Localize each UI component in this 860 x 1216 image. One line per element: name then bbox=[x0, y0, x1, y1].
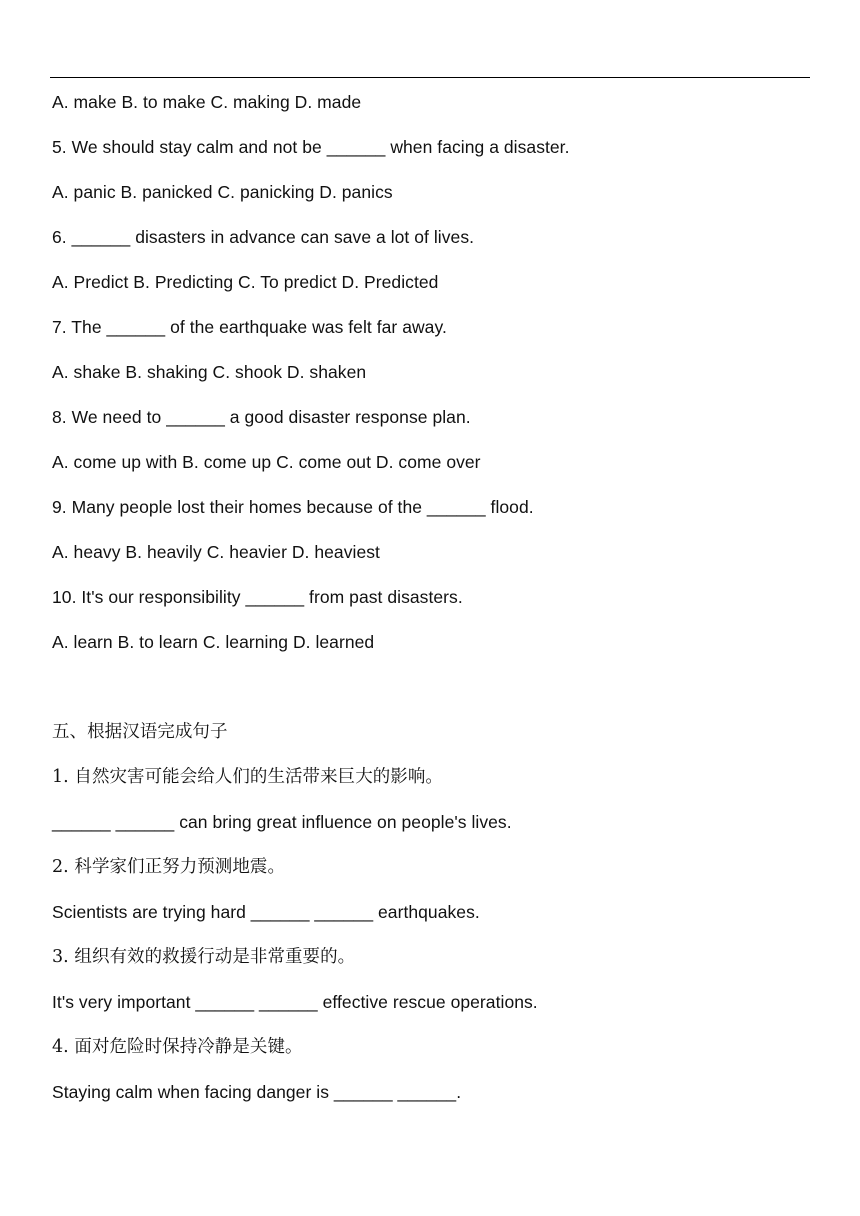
options-q5: A. panic B. panicked C. panicking D. panics bbox=[52, 182, 393, 202]
question-6: 6. ______ disasters in advance can save a lot of lives. bbox=[52, 227, 475, 247]
header-divider bbox=[50, 77, 810, 78]
translation-sentence-1: ______ ______ can bring great influence on people's lives. bbox=[52, 812, 512, 832]
translation-prompt-4: 4. 面对危险时保持冷静是关键。 bbox=[52, 1037, 303, 1057]
question-5: 5. We should stay calm and not be ______ when facing a disaster. bbox=[52, 137, 570, 157]
translation-sentence-3: It's very important ______ ______ effective rescue operations. bbox=[52, 992, 538, 1012]
question-10: 10. It's our responsibility ______ from past disasters. bbox=[52, 587, 463, 607]
section-title: 五、根据汉语完成句子 bbox=[52, 722, 228, 742]
options-q10: A. learn B. to learn C. learning D. learned bbox=[52, 632, 375, 652]
translation-sentence-4: Staying calm when facing danger is ______ ______. bbox=[52, 1082, 462, 1102]
options-q8: A. come up with B. come up C. come out D. come over bbox=[52, 452, 481, 472]
translation-sentence-2: Scientists are trying hard ______ ______ earthquakes. bbox=[52, 902, 480, 922]
question-7: 7. The ______ of the earthquake was felt far away. bbox=[52, 317, 447, 337]
translation-prompt-1: 1. 自然灾害可能会给人们的生活带来巨大的影响。 bbox=[52, 767, 443, 787]
options-q9: A. heavy B. heavily C. heavier D. heaviest bbox=[52, 542, 380, 562]
options-q7: A. shake B. shaking C. shook D. shaken bbox=[52, 362, 367, 382]
question-9: 9. Many people lost their homes because of the ______ flood. bbox=[52, 497, 534, 517]
question-8: 8. We need to ______ a good disaster response plan. bbox=[52, 407, 471, 427]
options-q6: A. Predict B. Predicting C. To predict D. Predicted bbox=[52, 272, 439, 292]
translation-prompt-3: 3. 组织有效的救援行动是非常重要的。 bbox=[52, 947, 356, 967]
translation-prompt-2: 2. 科学家们正努力预测地震。 bbox=[52, 857, 286, 877]
options-q4: A. make B. to make C. making D. made bbox=[52, 92, 362, 112]
